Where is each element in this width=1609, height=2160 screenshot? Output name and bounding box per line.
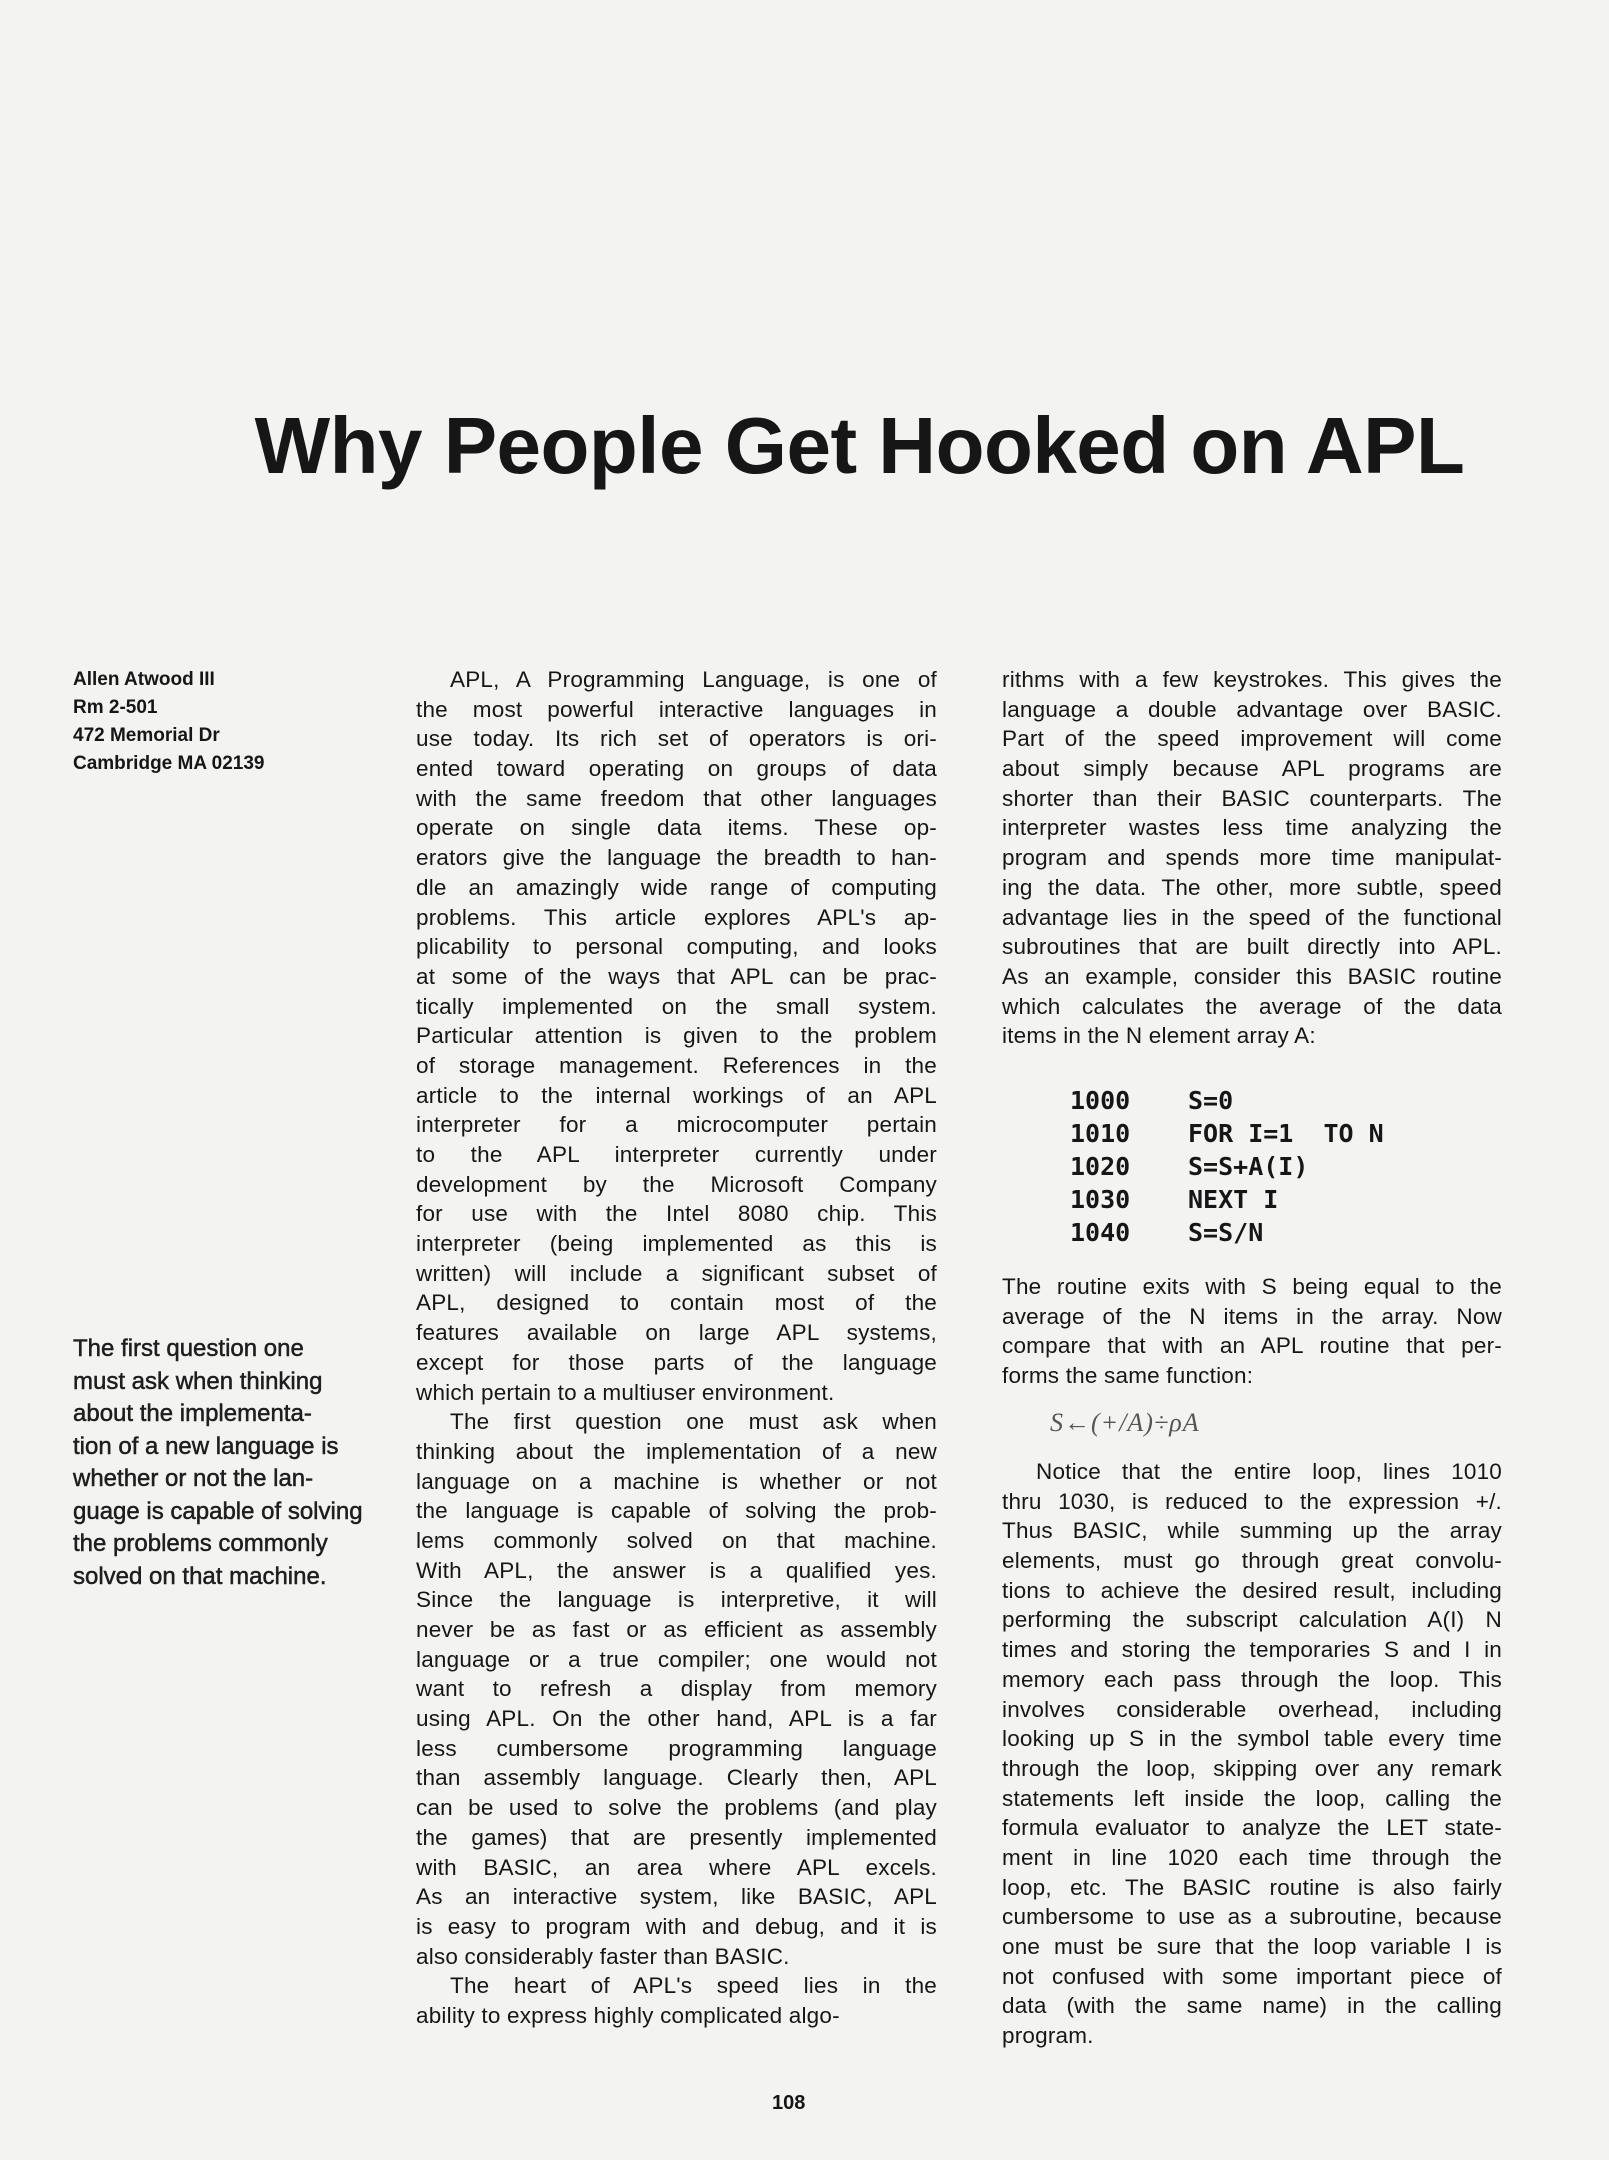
text-line: thru 1030, is reduced to the expression +/. [1002,1488,1502,1514]
code-line [1070,1084,1384,1117]
text-line: ing the data. The other, more subtle, speed [1002,874,1502,900]
right-column-after-code [1002,1272,1502,1391]
text-line: involves considerable overhead, including [1002,1696,1502,1722]
text-line: APL, designed to contain most of the [416,1290,937,1316]
text-line: than assembly language. Clearly then, APL [416,1765,937,1791]
text-line: with BASIC, an area where APL excels. [416,1854,937,1880]
text-line: compare that with an APL routine that per- [1002,1333,1502,1359]
text-line: forms the same function: [1002,1363,1254,1389]
text-line: is easy to program with and debug, and it is [416,1913,937,1939]
text-line: of storage management. References in the [416,1052,937,1078]
text-line: ented toward operating on groups of data [416,756,937,782]
text-line: problems. This article explores APL's ap- [416,904,937,930]
text-line: looking up S in the symbol table every time [1002,1726,1502,1752]
text-line: APL, A Programming Language, is one of [450,667,937,692]
text-line: cumbersome to use as a subroutine, because [1002,1904,1502,1930]
pull-quote-line: whether or not the lan- [73,1465,314,1492]
line-number: 1030 [1070,1185,1131,1214]
pull-quote [73,1333,363,1593]
text-line: rithms with a few keystrokes. This gives the [1002,667,1502,692]
author-city: Cambridge MA 02139 [73,753,265,774]
text-line: performing the subscript calculation A(I) N [1002,1607,1502,1633]
line-number: 1020 [1070,1152,1131,1181]
statement: NEXT I [1188,1185,1279,1214]
text-line: written) will include a significant subset of [416,1260,937,1286]
text-line: using APL. On the other hand, APL is a far [416,1706,937,1732]
text-line: interpreter for a microcomputer pertain [416,1112,937,1138]
text-line: memory each pass through the loop. This [1002,1666,1502,1692]
text-line: article to the internal workings of an APL [416,1082,937,1108]
right-column-conclusion [1002,1457,1502,2051]
text-line: The first question one must ask when [450,1409,937,1435]
text-line: dle an amazingly wide range of computing [416,874,937,900]
code-line [1070,1183,1384,1216]
pull-quote-line: solved on that machine. [73,1562,327,1590]
code-line [1070,1216,1384,1249]
text-line: tions to achieve the desired result, including [1002,1577,1502,1603]
text-line: plicability to personal computing, and looks [416,934,937,960]
text-line: which pertain to a multiuser environment. [416,1379,835,1405]
text-line: average of the N items in the array. Now [1002,1303,1502,1329]
text-line: language on a machine is whether or not [416,1468,937,1494]
text-line: language a double advantage over BASIC. [1002,696,1502,722]
text-line: to the APL interpreter currently under [416,1142,937,1167]
pull-quote-line: guage is capable of solving [73,1497,363,1525]
text-line: Thus BASIC, while summing up the array [1002,1518,1502,1544]
text-line: elements, must go through great convolu- [1002,1548,1502,1574]
apl-formula: S←(+/A)÷ρA [1050,1408,1200,1437]
middle-column [416,665,937,2031]
text-line: want to refresh a display from memory [416,1676,937,1702]
text-line: subroutines that are built directly into APL. [1002,934,1502,960]
statement: S=S/N [1188,1218,1264,1247]
right-column-intro [1002,665,1502,1051]
statement: S=0 [1188,1086,1234,1115]
pull-quote-line: about the implementa- [73,1400,312,1427]
text-line: through the loop, skipping over any remark [1002,1755,1502,1781]
line-number: 1040 [1070,1218,1131,1247]
text-line: can be used to solve the problems (and play [416,1795,937,1821]
text-line: use today. Its rich set of operators is ori- [416,726,937,752]
text-line: shorter than their BASIC counterparts. The [1002,785,1502,811]
article-title: Why People Get Hooked on APL [254,401,1465,490]
text-line: at some of the ways that APL can be prac- [416,963,937,989]
text-line: interpreter wastes less time analyzing the [1002,815,1502,841]
text-line: program and spends more time manipulat- [1002,845,1502,871]
text-line: ability to express highly complicated algo- [416,2002,840,2028]
text-line: not confused with some important piece of [1002,1963,1502,1989]
author-room: Rm 2-501 [73,697,158,718]
text-line: data (with the same name) in the calling [1002,1993,1502,2019]
author-block [73,666,264,778]
text-line: statements left inside the loop, calling the [1002,1785,1502,1811]
text-line: operate on single data items. These op- [416,815,937,841]
text-line: As an interactive system, like BASIC, APL [416,1884,937,1910]
text-line: about simply because APL programs are [1002,756,1502,782]
line-number: 1000 [1070,1086,1131,1115]
text-line: program. [1002,2023,1094,2049]
author-name: Allen Atwood III [73,669,215,690]
pull-quote-line: The first question one [73,1335,304,1362]
text-line: also considerably faster than BASIC. [416,1943,790,1969]
text-line: erators give the language the breadth to han- [416,845,937,871]
text-line: Since the language is interpretive, it will [416,1587,937,1613]
text-line: less cumbersome programming language [416,1735,937,1761]
text-line: The routine exits with S being equal to the [1002,1274,1502,1299]
author-street: 472 Memorial Dr [73,725,220,746]
text-line: the most powerful interactive languages in [416,696,937,722]
text-line: with the same freedom that other languages [416,785,937,811]
text-line: loop, etc. The BASIC routine is also fairly [1002,1874,1502,1900]
text-line: times and storing the temporaries S and I in [1002,1637,1502,1663]
text-line: Particular attention is given to the problem [416,1023,937,1049]
text-line: formula evaluator to analyze the LET state- [1002,1815,1502,1841]
text-line: The heart of APL's speed lies in the [450,1973,937,1999]
line-number: 1010 [1070,1119,1131,1148]
code-line [1070,1150,1384,1183]
text-line: Notice that the entire loop, lines 1010 [1036,1459,1502,1484]
pull-quote-line: tion of a new language is [73,1432,339,1460]
text-line: language or a true compiler; one would not [416,1646,937,1672]
text-line: for use with the Intel 8080 chip. This [416,1201,937,1227]
pull-quote-line: the problems commonly [73,1530,328,1557]
text-line: advantage lies in the speed of the functional [1002,904,1502,930]
page-number: 108 [772,2092,806,2114]
text-line: development by the Microsoft Company [416,1171,937,1197]
text-line: one must be sure that the loop variable I is [1002,1934,1502,1959]
text-line: As an example, consider this BASIC routine [1002,963,1502,989]
text-line: With APL, the answer is a qualified yes. [416,1557,937,1583]
statement: S=S+A(I) [1188,1152,1309,1181]
text-line: items in the N element array A: [1002,1023,1316,1049]
code-line [1070,1117,1384,1150]
text-line: interpreter (being implemented as this is [416,1231,937,1257]
text-line: never be as fast or as efficient as assembly [416,1617,937,1642]
text-line: ment in line 1020 each time through the [1002,1844,1502,1870]
statement: FOR I=1 TO N [1188,1119,1384,1148]
text-line: tically implemented on the small system. [416,993,937,1019]
text-line: Part of the speed improvement will come [1002,726,1502,752]
text-line: which calculates the average of the data [1002,993,1502,1019]
text-line: features available on large APL systems, [416,1320,937,1346]
basic-code-listing [1070,1084,1384,1249]
text-line: thinking about the implementation of a new [416,1438,937,1464]
text-line: the language is capable of solving the prob- [416,1498,937,1524]
pull-quote-line: must ask when thinking [73,1367,323,1395]
text-line: the games) that are presently implemented [416,1824,937,1850]
text-line: lems commonly solved on that machine. [416,1527,937,1553]
text-line: except for those parts of the language [416,1349,937,1375]
